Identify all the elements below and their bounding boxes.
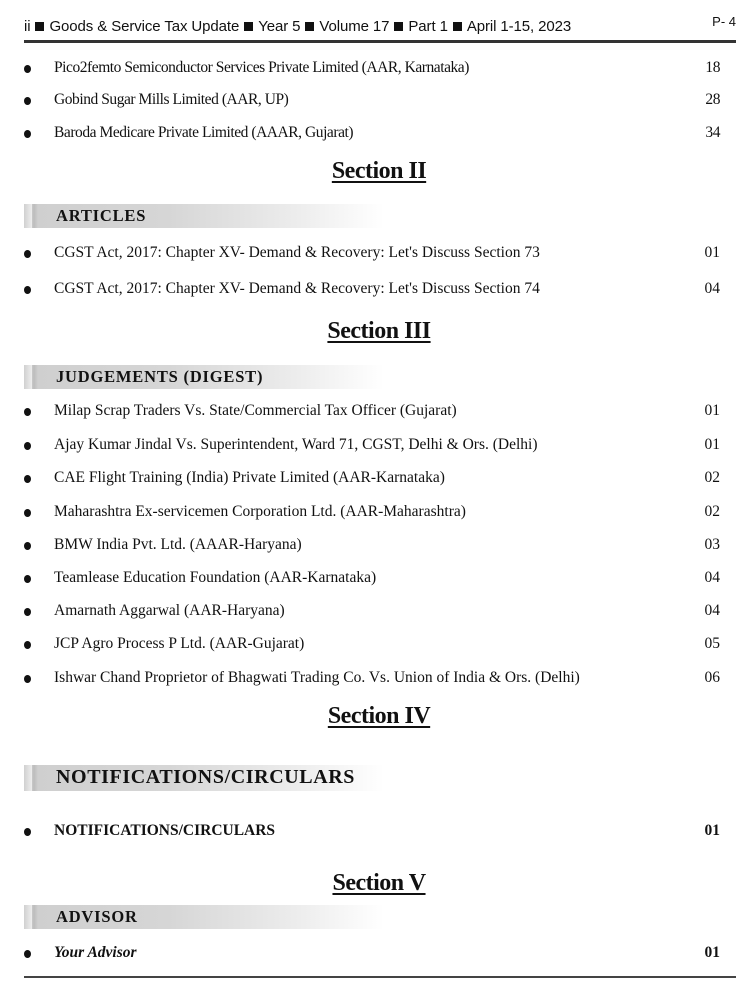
entry-page: 28 <box>705 91 720 108</box>
page-number: P- 4 <box>712 14 736 29</box>
entry-page: 01 <box>704 436 720 453</box>
publication-date: April 1-15, 2023 <box>466 18 572 35</box>
entry-page: 03 <box>704 536 720 553</box>
entry-title: Your Advisor <box>54 944 137 961</box>
separator-square-icon <box>453 22 462 31</box>
toc-entry[interactable] <box>24 124 720 146</box>
bullet-icon <box>24 65 31 73</box>
category-banner <box>24 204 384 228</box>
entry-title: JCP Agro Process P Ltd. (AAR-Gujarat) <box>54 635 305 652</box>
bullet-icon <box>24 130 31 138</box>
entry-title: Pico2femto Semiconductor Services Private Limited (AAR, Karnataka) <box>54 59 469 76</box>
entry-page: 18 <box>705 59 720 76</box>
entry-title: Ishwar Chand Proprietor of Bhagwati Trading Co. Vs. Union of India & Ors. (Delhi) <box>54 669 580 686</box>
entry-title: CAE Flight Training (India) Private Limited (AAR-Karnataka) <box>54 469 445 486</box>
entry-page: 01 <box>704 944 720 961</box>
banner-label: NOTIFICATIONS/CIRCULARS <box>56 766 356 788</box>
toc-entry[interactable] <box>24 402 720 424</box>
toc-entry[interactable] <box>24 944 720 966</box>
publication-part: Part 1 <box>408 18 448 35</box>
toc-entry[interactable] <box>24 59 720 81</box>
toc-entry[interactable] <box>24 436 720 458</box>
entry-title: CGST Act, 2017: Chapter XV- Demand & Recovery: Let's Discuss Section 74 <box>54 280 540 297</box>
toc-entry[interactable] <box>24 244 720 266</box>
toc-entry[interactable] <box>24 503 720 525</box>
toc-entry[interactable] <box>24 536 720 558</box>
bullet-icon <box>24 675 31 683</box>
entry-page: 01 <box>704 402 720 419</box>
section-heading: Section II <box>331 158 427 184</box>
entry-title: Ajay Kumar Jindal Vs. Superintendent, Ward 71, CGST, Delhi & Ors. (Delhi) <box>54 436 538 453</box>
entry-page: 01 <box>704 822 720 839</box>
section-heading: Section III <box>327 318 431 344</box>
section-heading: Section IV <box>327 703 431 729</box>
entry-page: 34 <box>705 124 720 141</box>
entry-page: 04 <box>704 569 720 586</box>
separator-square-icon <box>244 22 253 31</box>
entry-title: Amarnath Aggarwal (AAR-Haryana) <box>54 602 285 619</box>
bullet-icon <box>24 475 31 483</box>
running-header <box>24 14 736 43</box>
folio: ii <box>24 18 31 35</box>
toc-entry[interactable] <box>24 635 720 657</box>
entry-page: 02 <box>704 503 720 520</box>
separator-square-icon <box>394 22 403 31</box>
bullet-icon <box>24 97 31 105</box>
bullet-icon <box>24 575 31 583</box>
category-banner <box>24 765 384 791</box>
publication-name: Goods & Service Tax Update <box>49 18 240 35</box>
bullet-icon <box>24 641 31 649</box>
banner-label: ADVISOR <box>56 907 138 926</box>
category-banner <box>24 365 384 389</box>
entry-title: CGST Act, 2017: Chapter XV- Demand & Recovery: Let's Discuss Section 73 <box>54 244 540 261</box>
entry-title: BMW India Pvt. Ltd. (AAAR-Haryana) <box>54 536 302 553</box>
entry-title: NOTIFICATIONS/CIRCULARS <box>54 822 276 839</box>
bullet-icon <box>24 608 31 616</box>
category-banner <box>24 905 384 929</box>
entry-page: 02 <box>704 469 720 486</box>
bullet-icon <box>24 442 31 450</box>
bullet-icon <box>24 408 31 416</box>
entry-page: 04 <box>704 280 720 297</box>
entry-page: 04 <box>704 602 720 619</box>
separator-square-icon <box>35 22 44 31</box>
bullet-icon <box>24 542 31 550</box>
footer-rule <box>24 976 736 978</box>
entry-page: 06 <box>704 669 720 686</box>
entry-title: Baroda Medicare Private Limited (AAAR, Gujarat) <box>54 124 354 141</box>
banner-label: JUDGEMENTS (DIGEST) <box>56 367 264 386</box>
toc-entry[interactable] <box>24 822 720 844</box>
separator-square-icon <box>305 22 314 31</box>
publication-line <box>24 18 571 35</box>
section-heading: Section V <box>332 870 426 896</box>
entry-title: Milap Scrap Traders Vs. State/Commercial Tax Officer (Gujarat) <box>54 402 457 419</box>
entry-title: Gobind Sugar Mills Limited (AAR, UP) <box>54 91 289 108</box>
toc-entry[interactable] <box>24 91 720 113</box>
entry-title: Maharashtra Ex-servicemen Corporation Ltd. (AAR-Maharashtra) <box>54 503 466 520</box>
banner-label: ARTICLES <box>56 206 147 225</box>
bullet-icon <box>24 828 31 836</box>
entry-page: 05 <box>704 635 720 652</box>
entry-page: 01 <box>704 244 720 261</box>
entry-title: Teamlease Education Foundation (AAR-Karnataka) <box>54 569 377 586</box>
publication-year: Year 5 <box>258 18 301 35</box>
toc-entry[interactable] <box>24 602 720 624</box>
publication-volume: Volume 17 <box>319 18 390 35</box>
bullet-icon <box>24 509 31 517</box>
toc-entry[interactable] <box>24 569 720 591</box>
bullet-icon <box>24 250 31 258</box>
bullet-icon <box>24 950 31 958</box>
toc-entry[interactable] <box>24 669 720 691</box>
toc-entry[interactable] <box>24 280 720 302</box>
bullet-icon <box>24 286 31 294</box>
toc-entry[interactable] <box>24 469 720 491</box>
